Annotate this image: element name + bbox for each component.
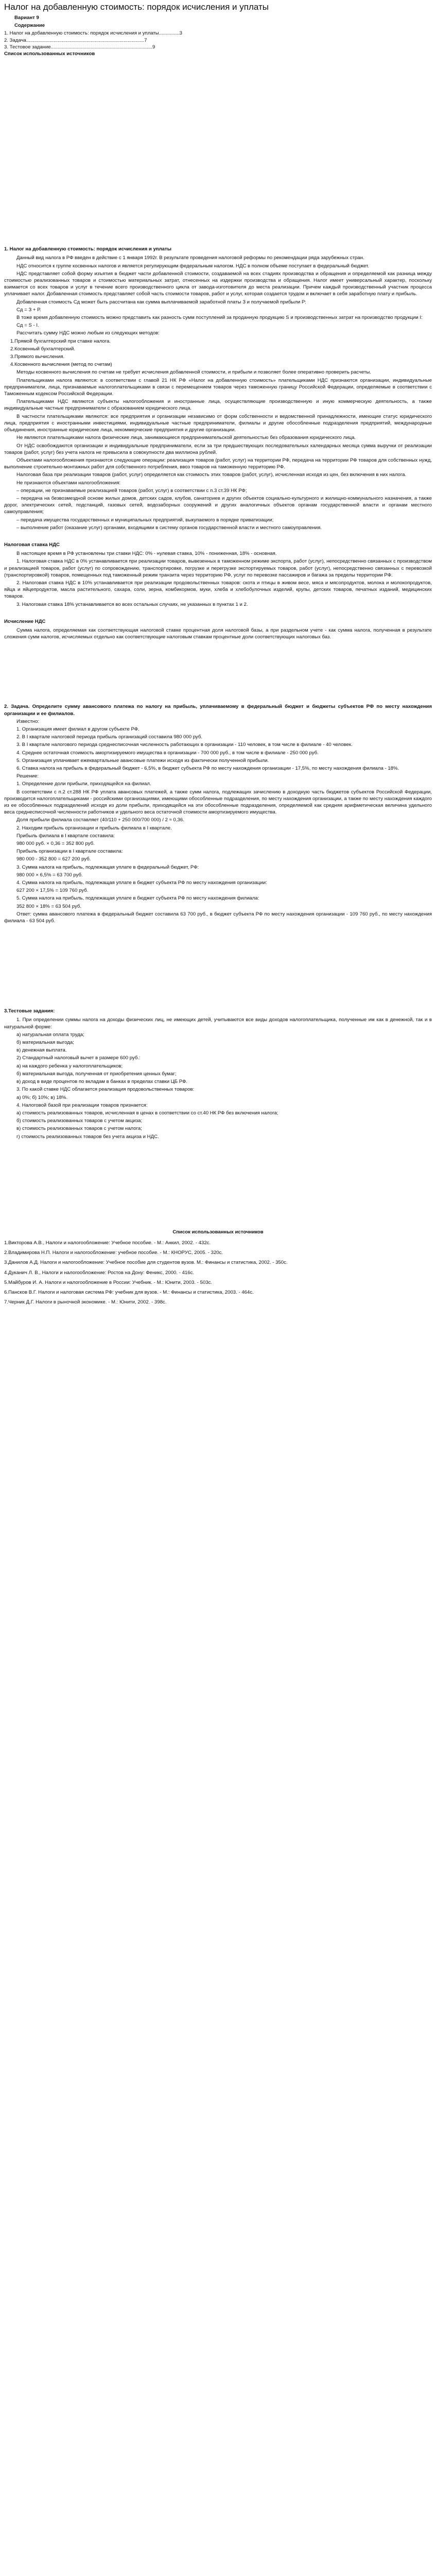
test-option: а) 0%; б) 10%; в) 18%. bbox=[16, 1094, 68, 1100]
test-option: б) материальная выгода, полученная от приобретения ценных бумаг; bbox=[16, 1071, 177, 1077]
list-item: 2. В I квартале налоговой периода прибыль организаций составила 980 000 руб. bbox=[16, 734, 202, 740]
list-item: 2.Косвенный бухгалтерский. bbox=[10, 346, 75, 352]
list-item: 1. Налоговая ставка НДС в 0% устанавливается при реализации товаров, вывезенных в таможенном режиме экспорта, работ (услуг), непосредственно связанных с производством и реализацией товаров, работ (услуг) по сопровождению, транспортировке, погрузке и перегрузке экспортируемых товаров, работ (услуг), непосредственно связанных с перевозкой (транспортировкой) товаров, помещенных под таможенный режим транзита через территорию РФ, услуг по перевозке пассажиров и багажа за пределы территории РФ. bbox=[4, 558, 432, 578]
test-option: в) денежная выплата. bbox=[16, 1047, 67, 1054]
solution-line: Доля прибыли филиала составляет (40/110 + 250 000/700 000) / 2 ≈ 0,36. bbox=[16, 817, 184, 823]
toc-item[interactable]: 1. Налог на добавленную стоимость: порядок исчисления и уплаты...............3 bbox=[4, 30, 183, 37]
test-option: б) стоимость реализованных товаров с учетом акциза; bbox=[16, 1118, 143, 1124]
tests-heading: 3.Тестовые задания: bbox=[4, 1008, 55, 1014]
list-item: 1.Прямой бухгалтерский при ставке налога. bbox=[10, 338, 111, 344]
spacer bbox=[4, 57, 432, 232]
reference-item: 7.Черник Д.Г. Налоги в рыночной экономике. - М.: Юнити, 2002. - 398с. bbox=[4, 1299, 167, 1306]
test-item: 3. По какой ставке НДС облагается реализация продовольственных товаров: bbox=[16, 1087, 195, 1093]
test-option: в) стоимость реализованных товаров с учетом налога; bbox=[16, 1126, 142, 1132]
tax-rates-heading: Налоговая ставка НДС bbox=[4, 541, 60, 548]
paragraph: Плательщиками НДС являются субъекты налогообложения и иностранные лица, осуществляющие производственную и иную коммерческую деятельность, а также индивидуальные частные предприниматели с образованием юридического лица. bbox=[4, 399, 432, 412]
paragraph: НДС относится к группе косвенных налогов и является регулирующим федеральным налогом. НДС в полном объеме поступает в федеральный бюджет. bbox=[16, 263, 369, 269]
solution-line: Ответ: сумма авансового платежа в федеральный бюджет составила 63 700 руб., в бюджет субъекта РФ по месту нахождения организации - 109 760 руб., по месту нахождения филиала - 63 504 руб. bbox=[4, 911, 432, 924]
list-item: 6. Ставка налога на прибыль в федеральный бюджет - 6,5%, в бюджет субъекта РФ по месту нахождения организации - 17,5%, по месту нахождения филиала - 18%. bbox=[16, 766, 399, 771]
formula: Сд = З + Р. bbox=[16, 307, 41, 313]
reference-item: 1.Викторова А.В., Налоги и налогообложение: Учебное пособие. - М.: Анкил, 2002. - 432с. bbox=[4, 1240, 211, 1246]
test-item: 1. При определении суммы налога на доходы физических лиц, не имеющих детей, учитываются все виды доходов налогоплательщика, полученные им как в денежной, так и в натуральной форме: bbox=[4, 1017, 432, 1030]
list-item: – передача на безвозмездной основе жилых домов, детских садов, клубов, санаториев и других объектов социально-культурного и жилищно-коммунального назначения, а также дорог, электрических сетей, подстанций, газовых сетей, водозаборных сооружений и других аналогичных объектов органам государственной власти и органам местного самоуправления; bbox=[4, 495, 432, 515]
test-option: в) доход в виде процентов по вкладам в банках в пределах ставки ЦБ РФ. bbox=[16, 1079, 188, 1085]
list-item: – выполнение работ (оказание услуг) органами, входящими в систему органов государственной власти и местного самоуправления. bbox=[16, 524, 322, 531]
test-option: а) натуральная оплата труда; bbox=[16, 1031, 84, 1038]
toc-item[interactable]: 2. Задача......................................................................................7 bbox=[4, 37, 147, 43]
list-item: 4.Косвенного вычисления (метод по счетам) bbox=[10, 362, 112, 368]
formula: Сд = S - I. bbox=[16, 323, 39, 329]
paragraph: Не являются плательщиками налога физические лица, занимающиеся предпринимательской деятельностью без образования юридического лица. bbox=[16, 435, 356, 441]
list-item: 1. Организация имеет филиал в другом субъекте РФ. bbox=[16, 726, 139, 732]
test-option: а) на каждого ребенка у налогоплательщиков; bbox=[16, 1063, 123, 1069]
solution-line: Прибыль филиала в I квартале составила: bbox=[16, 833, 115, 839]
solution-line: В соответствии с п.2 ст.288 НК РФ уплата авансовых платежей, а также сумм налога, подлежащих зачислению в доходную часть бюджетов субъектов Российской Федерации, производится налогоплательщиками - российскими организациями, имеющими обособленные подразделения, по месту нахождения организации, а также по месту нахождения каждого из ее обособленных подразделений исходя из доли прибыли, приходящейся на эти обособленные подразделения, определяемой как средняя арифметическая величина удельного веса среднесписочной численности работников и удельного веса остаточной стоимости амортизируемого имущества. bbox=[4, 789, 432, 816]
list-item: 3. Налоговая ставка 18% устанавливается во всех остальных случаях, не указанных в пунктах 1 и 2. bbox=[16, 601, 248, 607]
paragraph: НДС представляет собой форму изъятия в бюджет части добавленной стоимости, создаваемой на всех стадиях производства и обращения и определяемой как разница между стоимостью реализованных товаров и стоимостью материальных затрат, отнесенных на издержки производства и обращения. Налог имеет универсальный характер, поскольку взимается со всех товаров и услуг в течение всего производственного цикла от завода-изготовителя до места реализации. Причем каждый производственный участник процесса уплачивает налог. Добавленная стоимость представляет собой часть стоимости товаров, работ и услуг, которая создается трудом и включает в себя заработную плату и прибыль. bbox=[4, 270, 432, 297]
list-item: 3. В I квартале налогового периода среднесписочная численность работающих в организации - 110 человек, в том числе в филиале - 40 человек. bbox=[16, 742, 353, 748]
task-heading: 2. Задача. Определите сумму авансового платежа по налогу на прибыль, уплачиваемому в федеральный бюджет и бюджеты субъектов РФ по месту нахождения организации и ее филиалов. bbox=[4, 704, 432, 717]
reference-item: 6.Пансков В.Г. Налоги и налоговая система РФ: учебник для вузов. - М.: Финансы и статистика, 2003. - 464с. bbox=[4, 1289, 254, 1295]
reference-item: 5.Майбуров И. А. Налоги и налогообложение в России: Учебник. - М.: Юнити, 2003. - 503с. bbox=[4, 1279, 213, 1285]
test-item: 2) Стандартный налоговый вычет в размере 600 руб.: bbox=[16, 1055, 141, 1061]
solution-line: 980 000 × 6,5% = 63 700 руб. bbox=[16, 872, 83, 878]
toc-item[interactable]: 3. Тестовое задание..........................................................................9 bbox=[4, 44, 155, 50]
test-option: а) стоимость реализованных товаров, исчисленная в ценах в соответствии со ст.40 НК РФ без включения налога; bbox=[16, 1110, 278, 1116]
paragraph: В настоящее время в РФ установлены три ставки НДС: 0% - нулевая ставка, 10% - пониженная, 18% - основная. bbox=[16, 551, 277, 557]
page-title: Налог на добавленную стоимость: порядок исчисления и уплаты bbox=[4, 2, 269, 12]
list-item: 3.Прямого вычисления. bbox=[10, 354, 65, 360]
solution-line: 980 000 - 352 800 = 627 200 руб. bbox=[16, 856, 91, 862]
references-heading: Список использованных источников bbox=[172, 1229, 264, 1235]
solution-line: 980 000 руб. × 0,36 = 352 800 руб. bbox=[16, 841, 95, 847]
test-option: б) материальная выгода; bbox=[16, 1040, 74, 1046]
spacer bbox=[4, 925, 432, 997]
paragraph: В тоже время добавленную стоимость можно представить как разность сумм поступлений за проданную продукцию S и производственных затрат на производство продукции I: bbox=[16, 315, 423, 321]
paragraph: Добавленная стоимость Сд может быть рассчитана как сумма выплачиваемой заработной платы З и получаемой прибыли Р: bbox=[16, 299, 306, 305]
paragraph: Объектами налогообложения признаются следующие операции: реализация товаров (работ, услуг) на территории РФ, передача на территории РФ товаров для собственных нужд, выполнение строительно-монтажных работ для собственного потребления, ввоз товаров на таможенную территорию РФ. bbox=[4, 457, 432, 470]
paragraph: От НДС освобождаются организации и индивидуальные предприниматели, если за три предшествующих последовательных календарных месяца сумма выручки от реализации товаров (работ, услуг) без учета налога не превысила в совокупности два миллиона рублей. bbox=[4, 443, 432, 455]
contents-label: Содержание bbox=[14, 23, 45, 29]
toc-item[interactable]: Список использованных источников bbox=[4, 51, 95, 57]
list-item: 2. Налоговая ставка НДС в 10% устанавливается при реализации продовольственных товаров: скота и птицы в живом весе, мяса и мясопродуктов, молока и молокопродуктов, яйца и яйцепродуктов, масла растительного, сахара, соли, зерна, комбикормов, муки, хлеба и хлебобулочных изделий, крупы, детских товаров, печатных изданий, медицинских товаров. bbox=[4, 580, 432, 600]
solution-line: 352 800 × 18% = 63 504 руб. bbox=[16, 903, 82, 909]
solution-label: Решение: bbox=[16, 773, 39, 779]
paragraph: В частности плательщиками являются: все предприятия и организации независимо от форм собственности и ведомственной принадлежности, имеющие статус юридического лица, предприятия с иностранными инвестициями, индивидуальные частные предприниматели, филиалы и другие обособленные подразделения предприятий, международные объединения, иностранные юридические лица, некоммерческие предприятия и другие организации. bbox=[4, 413, 432, 433]
solution-line: 4. Сумма налога на прибыль, подлежащая уплате в бюджет субъекта РФ по месту нахождения организации: bbox=[16, 880, 267, 886]
solution-line: 627 200 × 17,5% = 109 760 руб. bbox=[16, 888, 89, 894]
section-1-heading: 1. Налог на добавленную стоимость: порядок исчисления и уплаты bbox=[4, 246, 171, 252]
list-item: – передача имущества государственных и муниципальных предприятий, выкупаемого в порядке приватизации; bbox=[16, 517, 274, 523]
solution-line: 3. Сумма налога на прибыль, подлежащая уплате в федеральный бюджет, РФ: bbox=[16, 864, 199, 870]
reference-item: 2.Владимирова Н.П. Налоги и налогообложение: учебное пособие. - М.: КНОРУС, 2005. - 320с. bbox=[4, 1250, 223, 1256]
table-of-contents bbox=[4, 30, 432, 57]
paragraph: Налоговая база при реализации товаров (работ, услуг) определяется как стоимость этих товаров (работ, услуг), исчисленная исходя из цен, без включения в них налога. bbox=[16, 472, 407, 478]
paragraph: Сумма налога, определяемая как соответствующая налоговой ставке процентная доля налоговой базы, а при раздельном учете - как сумма налога, полученная в результате сложения сумм налогов, исчисляемых отдельно как соответствующие налоговым ставкам процентные доли соответствующих налоговых баз. bbox=[4, 627, 432, 640]
paragraph: Рассчитать сумму НДС можно любым из следующих методов: bbox=[16, 330, 160, 336]
list-item: 5. Организация уплачивает ежеквартальные авансовые платежи исходя из фактически полученной прибыли. bbox=[16, 757, 269, 764]
spacer bbox=[4, 641, 432, 703]
paragraph: Не признаются объектами налогообложения: bbox=[16, 480, 121, 486]
reference-item: 3.Данилов А.Д. Налоги и налогообложение: Учебное пособие для студентов вузов. М.: Финансы и статистика, 2002. - 350с. bbox=[4, 1260, 288, 1266]
list-item: – операции, не признаваемые реализацией товаров (работ, услуг) в соответствии с п.3 ст.39 НК РФ; bbox=[16, 487, 247, 494]
test-option: г) стоимость реализованных товаров без учета акциза и НДС. bbox=[16, 1133, 159, 1140]
paragraph: Методы косвенного вычисления по счетам не требует исчисления добавленной стоимости, и прибыли и позволяет более оперативно проверить расчеты. bbox=[16, 369, 371, 376]
solution-line: 5. Сумма налога на прибыль, подлежащая уплате в бюджет субъекта РФ по месту нахождения филиала: bbox=[16, 895, 259, 902]
calculation-heading: Исчисление НДС bbox=[4, 618, 46, 624]
solution-line: 1. Определение доли прибыли, приходящейся на филиал. bbox=[16, 781, 151, 787]
solution-line: 2. Находим прибыль организации и прибыль филиала в I квартале. bbox=[16, 825, 172, 831]
reference-item: 4.Дуканич Л. В., Налоги и налогообложение: Ростов на Дону: Феникс, 2000. - 416с. bbox=[4, 1269, 195, 1276]
paragraph: Данный вид налога в РФ введен в действие с 1 января 1992г. В результате проведения налоговой реформы по рекомендации ряда зарубежных стран. bbox=[16, 255, 364, 261]
list-item: 4. Среднее остаточная стоимость амортизируемого имущества в организации - 700 000 руб., в том числе в филиале - 250 000 руб. bbox=[16, 750, 319, 756]
given-label: Известно: bbox=[16, 718, 40, 724]
test-item: 4. Налоговой базой при реализации товаров признается: bbox=[16, 1102, 148, 1108]
solution-line: Прибыль организации в I квартале составила: bbox=[16, 849, 123, 855]
variant-label: Вариант 9 bbox=[14, 15, 39, 21]
paragraph: Плательщиками налога являются: в соответствии с главой 21 НК РФ «Налог на добавленную стоимость» плательщиками НДС признаются организации, индивидуальные предприниматели, лица, признаваемые налогоплательщиками в связи с перемещением товаров через таможенную границу Российской Федерации, определяемые в соответствии с Таможенным кодексом Российской Федерации. bbox=[4, 377, 432, 397]
spacer bbox=[4, 1141, 432, 1229]
